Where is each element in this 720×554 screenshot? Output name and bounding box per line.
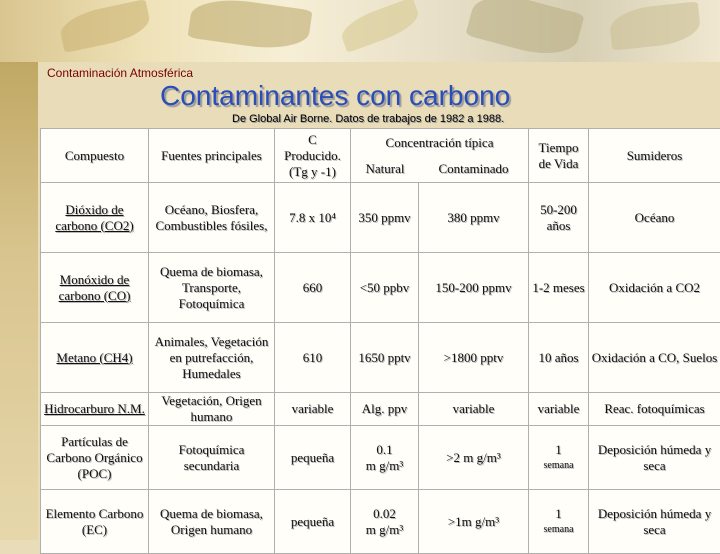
decorative-side-strip	[0, 62, 38, 540]
header-concentracion-label: Concentración típica	[351, 130, 528, 156]
cell-compuesto: Dióxido de carbono (CO2)	[41, 183, 149, 253]
header-tiempo: Tiempo de Vida	[529, 129, 589, 183]
cell-compuesto: Metano (CH4)	[41, 323, 149, 393]
cell-natural: <50 ppbv	[351, 253, 419, 323]
cell-natural: Alg. ppv	[351, 393, 419, 426]
cell-fuentes: Océano, Biosfera, Combustibles fósiles,	[149, 183, 275, 253]
cell-fuentes: Vegetación, Origen humano	[149, 393, 275, 426]
header-contaminado: Contaminado	[419, 156, 528, 182]
tiempo-unit: semana	[531, 458, 586, 474]
natural-value: 0.02	[353, 506, 416, 522]
cell-fuentes: Fotoquímica secundaria	[149, 426, 275, 490]
table-row	[41, 323, 720, 393]
tiempo-unit: semana	[531, 522, 586, 538]
header-producido-unit: (Tg y -1)	[277, 164, 348, 180]
table-row	[41, 393, 720, 426]
cell-natural	[351, 426, 419, 490]
cell-compuesto: Elemento Carbono (EC)	[41, 490, 149, 554]
cell-natural: 1650 pptv	[351, 323, 419, 393]
cell-contaminado: >1m g/m³	[419, 490, 529, 554]
leaf-decoration	[188, 0, 313, 54]
cell-natural: 350 ppmv	[351, 183, 419, 253]
cell-fuentes: Quema de biomasa, Origen humano	[149, 490, 275, 554]
slide-subject: Contaminación Atmosférica	[47, 66, 193, 80]
cell-tiempo: variable	[529, 393, 589, 426]
cell-compuesto: Hidrocarburo N.M.	[41, 393, 149, 426]
cell-tiempo: 10 años	[529, 323, 589, 393]
header-sumideros: Sumideros	[589, 129, 720, 183]
header-fuentes: Fuentes principales	[149, 129, 275, 183]
cell-contaminado: 380 ppmv	[419, 183, 529, 253]
cell-producido: 610	[275, 323, 351, 393]
data-source-note: De Global Air Borne. Datos de trabajos de 1982 a 1988.	[232, 113, 504, 125]
cell-producido: variable	[275, 393, 351, 426]
cell-producido: pequeña	[275, 490, 351, 554]
cell-contaminado: 150-200 ppmv	[419, 253, 529, 323]
cell-producido: pequeña	[275, 426, 351, 490]
carbon-pollutants-table	[40, 128, 720, 554]
natural-unit: m g/m³	[353, 522, 416, 538]
natural-unit: m g/m³	[353, 458, 416, 474]
cell-compuesto: Partículas de Carbono Orgánico (POC)	[41, 426, 149, 490]
cell-contaminado: >2 m g/m³	[419, 426, 529, 490]
cell-natural	[351, 490, 419, 554]
cell-tiempo: 50-200 años	[529, 183, 589, 253]
cell-tiempo	[529, 426, 589, 490]
leaf-decoration	[608, 1, 702, 50]
leaf-decoration	[337, 0, 422, 53]
tiempo-value: 1	[531, 506, 586, 522]
table-header-row	[41, 129, 720, 183]
cell-sumideros: Reac. fotoquímicas	[589, 393, 720, 426]
table-row	[41, 426, 720, 490]
table-row	[41, 490, 720, 554]
cell-producido: 7.8 x 10⁴	[275, 183, 351, 253]
leaf-decoration	[465, 0, 584, 62]
decorative-banner	[0, 0, 720, 62]
header-natural: Natural	[351, 156, 419, 182]
cell-sumideros: Oxidación a CO, Suelos	[589, 323, 720, 393]
cell-tiempo: 1-2 meses	[529, 253, 589, 323]
cell-fuentes: Quema de biomasa, Transporte, Fotoquímica	[149, 253, 275, 323]
leaf-decoration	[57, 0, 153, 53]
cell-sumideros: Deposición húmeda y seca	[589, 490, 720, 554]
header-producido-top: C	[277, 132, 348, 148]
cell-compuesto: Monóxido de carbono (CO)	[41, 253, 149, 323]
table-row	[41, 183, 720, 253]
header-producido-label: Producido.	[277, 148, 348, 164]
cell-tiempo	[529, 490, 589, 554]
table-row	[41, 253, 720, 323]
cell-contaminado: variable	[419, 393, 529, 426]
header-producido	[275, 129, 351, 183]
tiempo-value: 1	[531, 442, 586, 458]
cell-fuentes: Animales, Vegetación en putrefacción, Humedales	[149, 323, 275, 393]
natural-value: 0.1	[353, 442, 416, 458]
cell-sumideros: Deposición húmeda y seca	[589, 426, 720, 490]
cell-contaminado: >1800 pptv	[419, 323, 529, 393]
header-compuesto: Compuesto	[41, 129, 149, 183]
cell-sumideros: Oxidación a CO2	[589, 253, 720, 323]
cell-sumideros: Océano	[589, 183, 720, 253]
header-concentracion	[351, 129, 529, 183]
cell-producido: 660	[275, 253, 351, 323]
slide-title: Contaminantes con carbono	[160, 80, 510, 112]
